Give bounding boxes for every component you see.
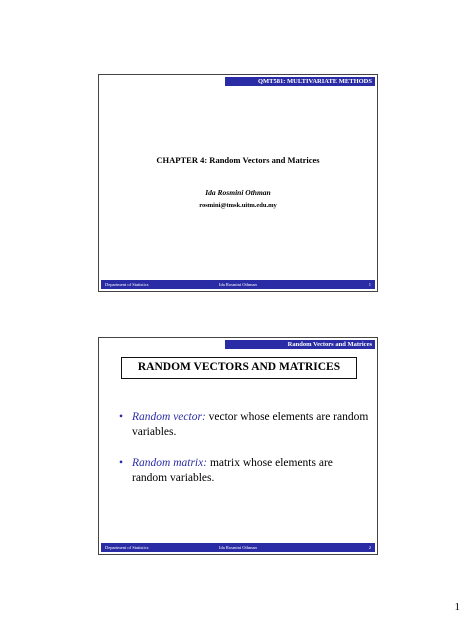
footer-slide-number: 2 — [368, 545, 371, 550]
bullet-term: Random vector: — [132, 411, 206, 423]
bullet-text: vector whose elements are random variables. — [132, 411, 369, 438]
author-email: rosmini@tmsk.uitm.edu.my — [199, 202, 277, 209]
author-name: Ida Rosmini Othman — [205, 188, 271, 197]
slide-banner: Random Vectors and Matrices — [225, 340, 375, 349]
bullet-icon: • — [119, 457, 124, 469]
slide-banner: QMT581: MULTIVARIATE METHODS — [225, 77, 375, 86]
bullet-icon: • — [119, 411, 124, 423]
footer-author: Ida Rosmini Othman — [219, 545, 257, 550]
bullet-list — [119, 410, 369, 502]
footer-department: Department of Statistics — [105, 282, 149, 287]
footer-slide-number: 1 — [368, 282, 371, 287]
page-number: 1 — [454, 601, 460, 613]
footer-department: Department of Statistics — [105, 545, 149, 550]
chapter-title: CHAPTER 4: Random Vectors and Matrices — [156, 155, 320, 165]
slide-2 — [98, 337, 378, 555]
slide-1 — [98, 74, 378, 292]
slide-title: RANDOM VECTORS AND MATRICES — [121, 357, 357, 379]
bullet-item — [119, 410, 369, 440]
bullet-term: Random matrix: — [132, 457, 208, 469]
bullet-text: matrix whose elements are random variables. — [132, 457, 333, 484]
slide-footer — [101, 543, 375, 552]
bullet-item — [119, 456, 369, 486]
slide-footer — [101, 280, 375, 289]
footer-author: Ida Rosmini Othman — [219, 282, 257, 287]
